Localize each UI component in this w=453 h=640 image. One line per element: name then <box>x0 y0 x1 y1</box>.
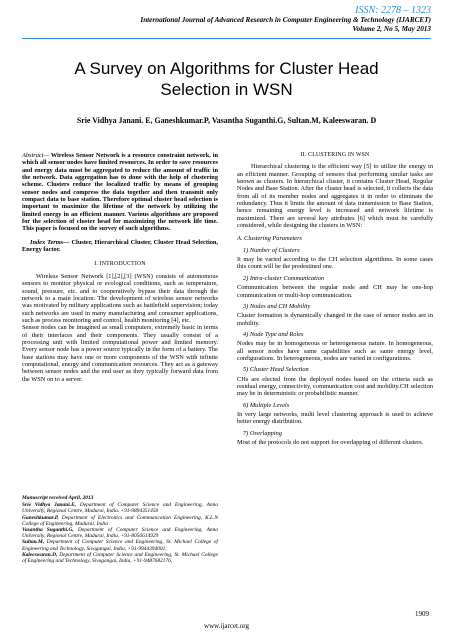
author-note-name: Kaleeswaran.D, <box>22 551 58 558</box>
author-note-text: Department of Computer Science and Engineering, St. Michael College of Engineering and Technology, Sivagangai, India, +91-9487682176, <box>22 551 218 565</box>
param-text: Communication between the regular node and CH may be one-hop communication or multi-hop communication. <box>237 284 433 299</box>
index-terms-text: Cluster, Hierarchical Cluster, Cluster Head Selection, Energy factor. <box>22 238 218 254</box>
title-line-1: A Survey on Algorithms for Cluster Head <box>74 59 379 78</box>
author-note-name: Ganeshkumar.P, <box>22 514 59 521</box>
intro-paragraph-2: Sensor nodes can be imagined as small computers, extremely basic in terms of their interfaces and their components. They usually consist of a processing unit with limited computational power and limited memory. Every sensor node has a power source typically in the form of a battery. The base stations may have one or more components of the WSN with infinite computational, energy and communication resources. They act as a gateway between sensor nodes and the end user as they typically forward data from the WSN on to a server. <box>22 324 218 383</box>
manuscript-received: Manuscript received April, 2013 <box>22 495 94 501</box>
author-note <box>22 527 218 539</box>
left-column <box>22 152 218 383</box>
author-note <box>22 502 218 514</box>
param-title: 7) Overlapping <box>243 429 282 437</box>
clustering-paragraph: Hierarchical clustering is the efficient way [5] to utilize the energy in an efficient manner. Grouping of sensors that performing similar tasks are known as clusters. In hierarchical cluster, it contains Cluster Head, Regular Nodes and Base Station. After the cluster head is selected, it collects the data from all of its member nodes and aggregates it in order to eliminate the redundancy. Thus it limits the amount of data transmission to Base Station, hence remaining energy level is increased and network lifetime is maximized. There are several key attributes [6] which must be carefully considered, while designing the clusters in WSN: <box>237 163 433 230</box>
param-title: 6) Multiple Levels <box>243 401 290 409</box>
param-title: 2) Intra-cluster Communication <box>243 274 325 282</box>
author-note-text: Department of Computer Science and Engineering, Anna University, Regional Centre, Madurai, India. +91-9894351450 <box>22 502 218 515</box>
section-heading-clustering: II. CLUSTERING IN WSN <box>300 152 370 158</box>
author-list: Srie Vidhya Janani. E, Ganeshkumar.P, Vasantha Suganthi.G, Sultan.M, Kaleeswaran. D <box>76 116 377 125</box>
param-text: CHs are elected from the deployed nodes based on the criteria such as residual energy, connectivity, communication cost and mobility.CH selection may be in deterministic or probabilistic manner. <box>237 375 433 398</box>
param-text: Most of the protocols do not support for overlapping of different clusters. <box>237 439 424 446</box>
author-notes <box>22 495 218 564</box>
author-note <box>22 515 218 527</box>
author-note-name: Vasantha Suganthi.G, <box>22 527 74 534</box>
issn-label: ISSN: 2278 – 1323 <box>355 5 431 16</box>
page-number: 1909 <box>415 610 429 618</box>
author-note-name: Sultan.M, <box>22 539 45 546</box>
index-terms-lead: Index Terms— <box>30 238 70 246</box>
author-note-text: Department of Computer Science and Engineering, St. Michael College of Engineering and Technology, Sivagangai, India, +91-9944394001, <box>22 539 218 552</box>
param-text: In very large networks, multi level clustering approach is used to achieve better energy distribution. <box>237 410 433 426</box>
author-note <box>22 552 218 564</box>
title-line-2: Selection in WSN <box>160 80 293 99</box>
author-note-text: Department of Electronics and Communication Engineering, K.L.N College of Engineering, Madurai, India <box>22 514 218 527</box>
abstract <box>22 152 218 233</box>
journal-volume: Volume 2, No 5, May 2013 <box>352 24 431 33</box>
author-note-text: Department of Computer Science and Engineering, Anna University, Regional Centre, Madurai, India. +91-8056614929 <box>22 527 218 540</box>
paper-title <box>30 58 423 100</box>
intro-paragraph-1: Wireless Sensor Network [1],[2],[3] (WSN) consists of autonomous sensors to monitor physical or ecological conditions, such as temperature, sound, pressure, etc. and to cooperatively bypass their data through the network to a main location. The development of wireless sensor networks was motivated by military applications such as battlefield supervision; today such networks are used in many manufacturing and consumer applications, such as process monitoring and control, health monitoring [4], etc. <box>22 272 218 324</box>
abstract-lead: Abstract— <box>22 152 50 159</box>
param-title: 1) Number of Clusters <box>243 246 300 254</box>
section-heading-introduction: I. INTRODUCTION <box>94 261 146 268</box>
param-text: Nodes may be in homogeneous or heterogeneous nature. In homogeneous, all sensor nodes have same capabilities such as same energy level, configurations. In heterogeneous, nodes are varied in configurations. <box>237 340 433 362</box>
index-terms <box>22 239 218 254</box>
subsection-heading-parameters: A. Clustering Parameters <box>237 235 303 243</box>
param-title: 4) Node Type and Roles <box>243 330 304 338</box>
journal-name: International Journal of Advanced Research in Computer Engineering & Technology (IJARCET) <box>140 16 431 24</box>
footer-url: www.ijarcet.org <box>204 622 249 630</box>
param-text: It may be varied according to the CH selection algorithms. In some cases this count will be the predestined one. <box>237 256 433 271</box>
param-text: Cluster formation is dynamically changed in the case of sensor nodes are in mobility. <box>237 312 433 327</box>
header-rule <box>22 38 431 39</box>
param-title: 5) Cluster Head Selection <box>243 366 309 374</box>
author-note <box>22 539 218 551</box>
abstract-text: Wireless Sensor Network is a resource constraint network, in which all sensor nodes have limited resources. In order to save resources and energy data must be aggregated to reduce the amount of traffic in the network. Data aggregation has to done with the help of clustering scheme. Clusters reduce the localized traffic by means of grouping sensor nodes and compress the data together and then transmit only compact data to base station. Therefore optimal cluster head selection is important to maximize the lifetime of the network by utilizing the limited energy in an efficient manner. Various algorithms are proposed for the selection of cluster head for maximizing the network life time. This paper is focused on the survey of such algorithms. <box>22 152 218 233</box>
right-column <box>237 152 433 446</box>
param-title: 3) Nodes and CH Mobility <box>243 302 311 310</box>
journal-header <box>11 16 431 34</box>
author-note-name: Srie Vidhya Janani.E, <box>22 502 77 509</box>
